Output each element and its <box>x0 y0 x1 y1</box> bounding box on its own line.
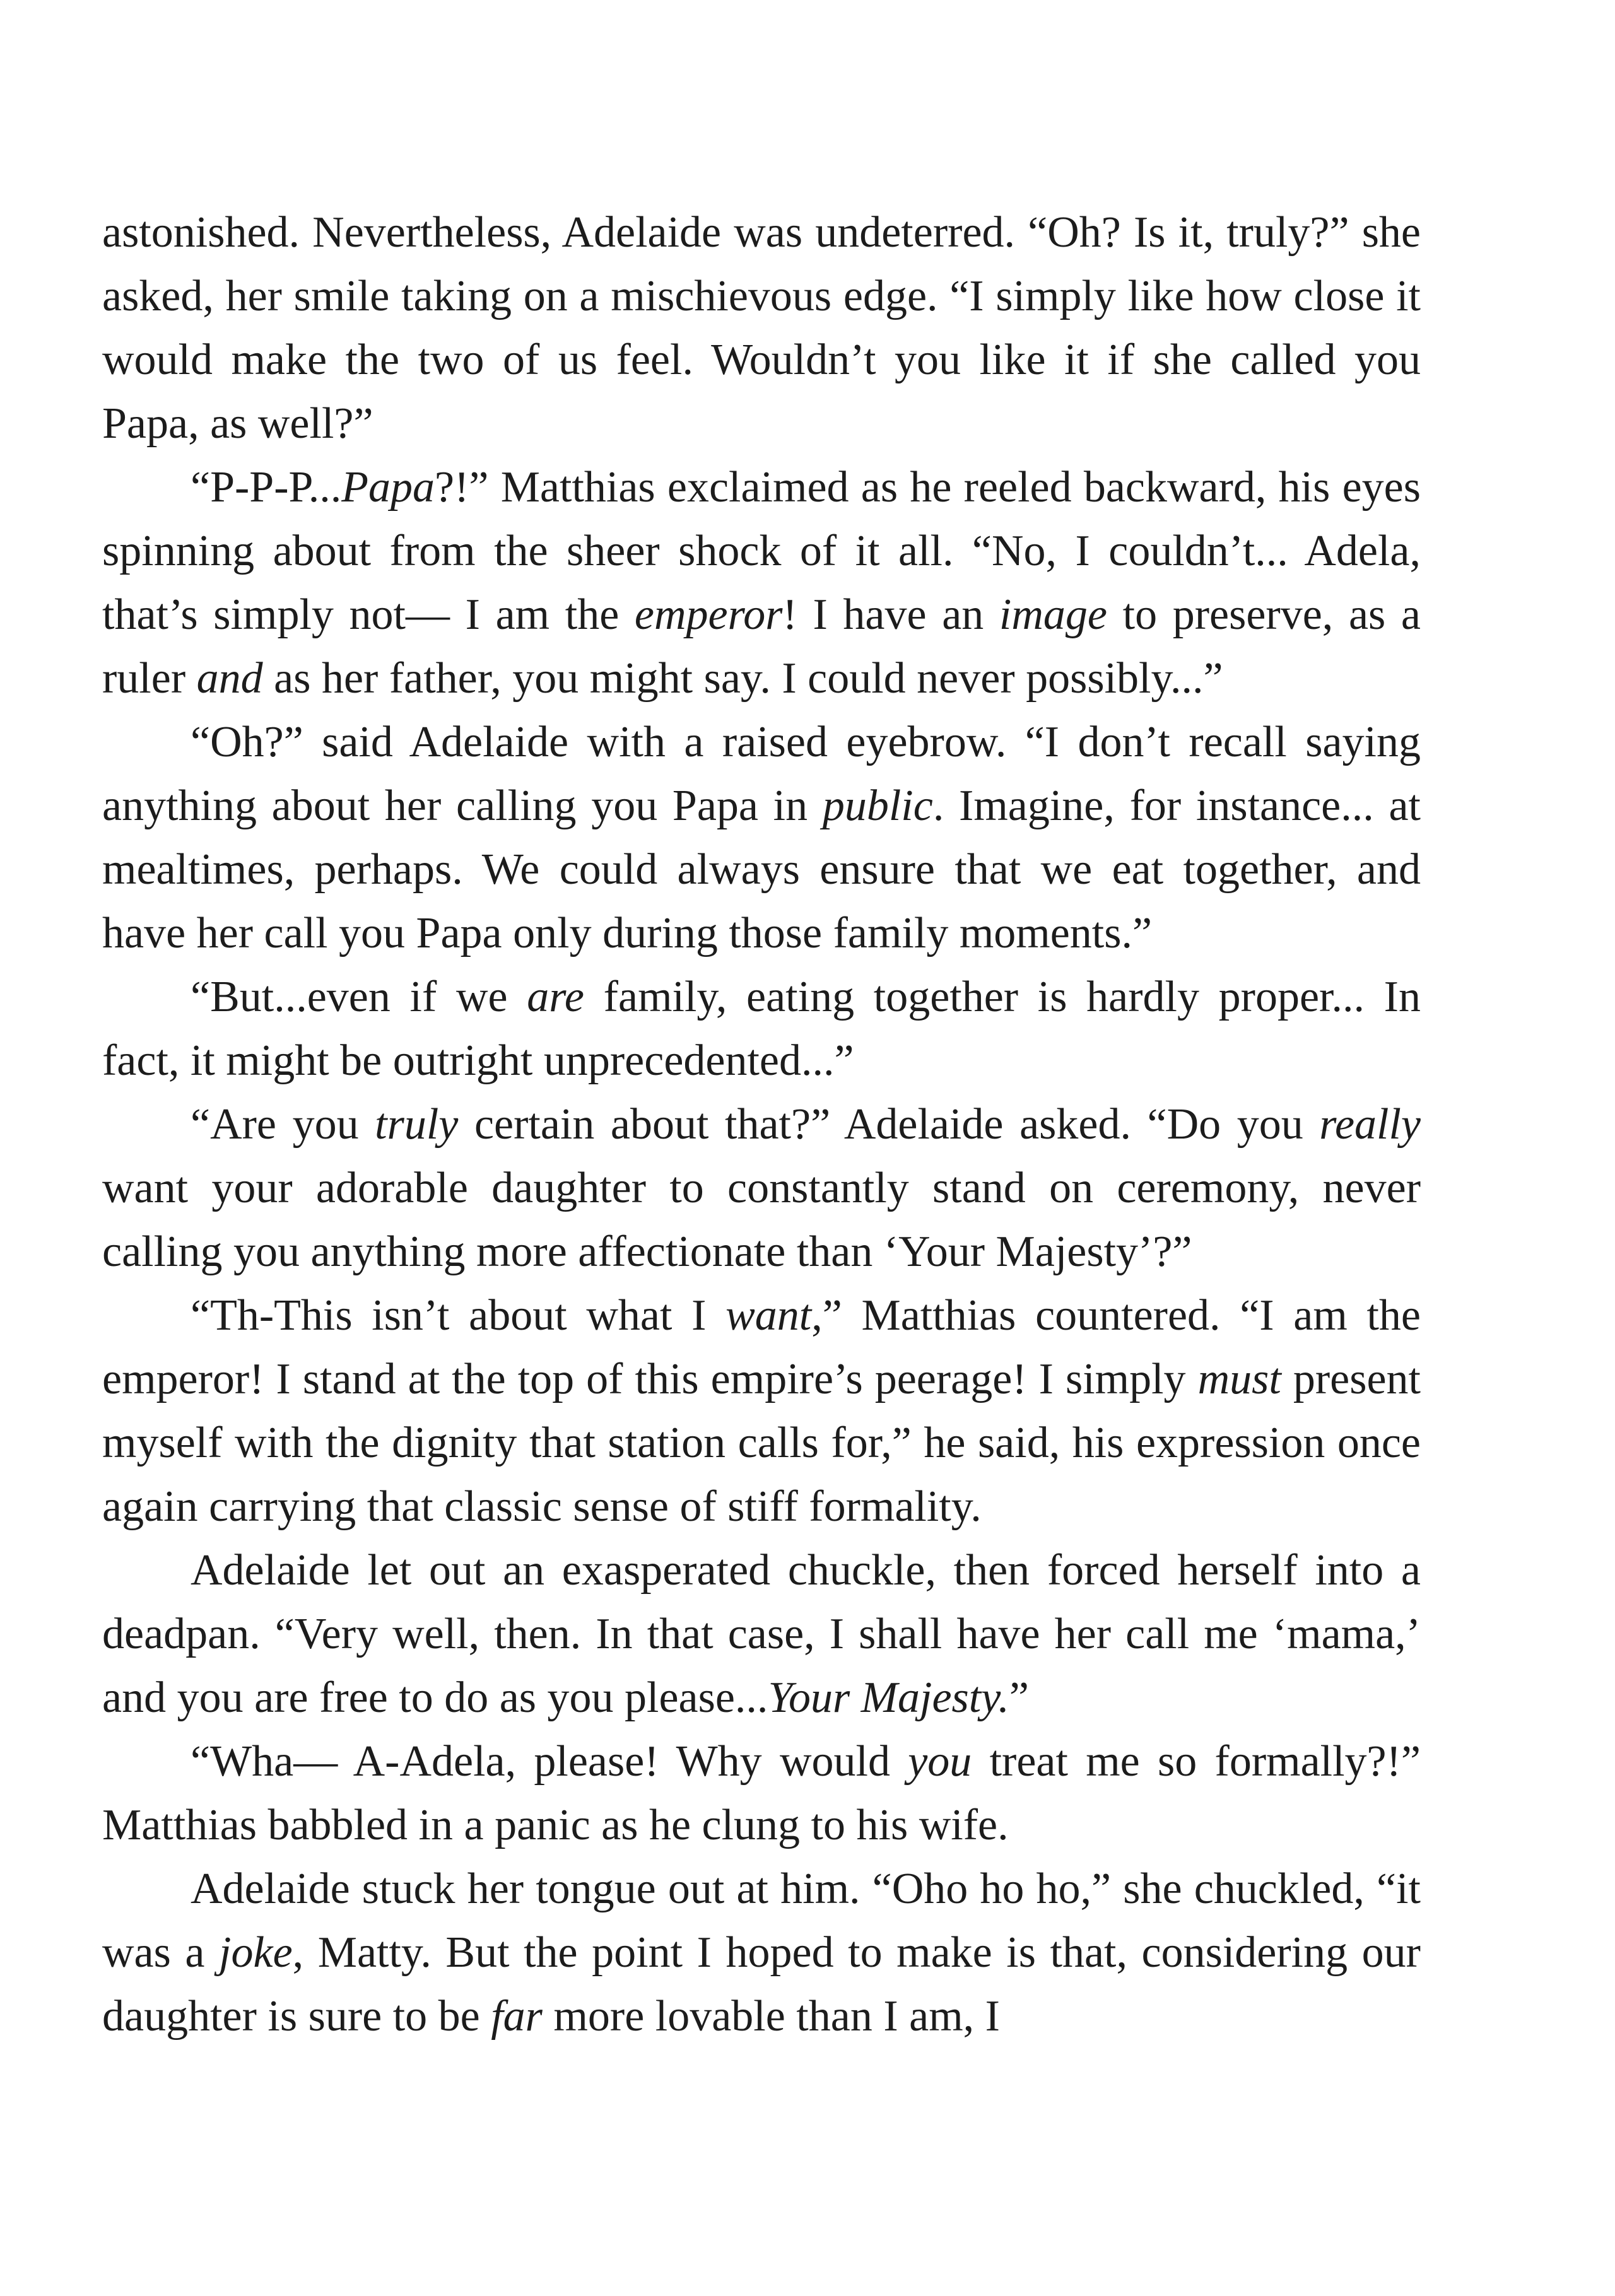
text-run: “P-P-P... <box>191 463 342 512</box>
text-run: , Matty. But the point I hoped to make is that, considering our daughter is sure to be <box>102 1928 1421 2041</box>
paragraph <box>102 1092 1421 1284</box>
text-run: present myself with the dignity that station calls for,” he said, his expression once again carrying that classic sense of stiff formality. <box>102 1355 1421 1531</box>
text-run: ” <box>1009 1673 1029 1722</box>
italic-text: want <box>725 1291 812 1340</box>
paragraph <box>102 710 1421 965</box>
text-run: family, eating together is hardly proper... In fact, it might be outright unprecedented...” <box>102 973 1421 1085</box>
text-run: certain about that?” Adelaide asked. “Do you <box>458 1100 1320 1149</box>
text-run: “But...even if we <box>191 973 527 1021</box>
text-run: . Imagine, for instance... at mealtimes, perhaps. We could always ensure that we eat together, and have her call you Papa only during those family moments.” <box>102 782 1421 958</box>
italic-text: really <box>1319 1100 1421 1149</box>
text-run: “Th-This isn’t about what I <box>191 1291 726 1340</box>
paragraph <box>102 455 1421 710</box>
italic-text: Papa <box>341 463 435 512</box>
text-run: more lovable than I am, I <box>542 1992 1000 2041</box>
text-run: want your adorable daughter to constantly stand on ceremony, never calling you anything more affectionate than ‘Your Majesty’?” <box>102 1164 1421 1276</box>
paragraph <box>102 965 1421 1092</box>
text-run: ! I have an <box>782 590 999 639</box>
text-run: “Are you <box>191 1100 375 1149</box>
text-run: ,” Matthias countered. “I am the emperor! I stand at the top of this empire’s peerage! I simply <box>102 1291 1421 1403</box>
paragraph <box>102 1730 1421 1857</box>
text-run: “Oh?” said Adelaide with a raised eyebrow. “I don’t recall saying anything about her calling you Papa in <box>102 718 1421 830</box>
text-run: treat me so formally?!” Matthias babbled in a panic as he clung to his wife. <box>102 1737 1421 1849</box>
text-run: ?!” Matthias exclaimed as he reeled backward, his eyes spinning about from the sheer shock of it all. “No, I couldn’t... Adela, that’s simply not— I am the <box>102 463 1421 639</box>
paragraph <box>102 1284 1421 1538</box>
text-run: to preserve, as a ruler <box>102 590 1421 703</box>
italic-text: and <box>196 654 263 703</box>
body-text <box>102 201 1421 2048</box>
paragraph <box>102 1538 1421 1730</box>
text-run: “Wha— A-Adela, please! Why would <box>191 1737 908 1786</box>
italic-text: joke <box>219 1928 293 1977</box>
italic-text: image <box>999 590 1107 639</box>
italic-text: truly <box>375 1100 459 1149</box>
italic-text: public <box>822 782 933 830</box>
italic-text: Your Majesty. <box>768 1673 1009 1722</box>
italic-text: far <box>491 1992 543 2041</box>
text-run: astonished. Nevertheless, Adelaide was undeterred. “Oh? Is it, truly?” she asked, her smile taking on a mischievous edge. “I simply like how close it would make the two of us feel. Wouldn’t you like it if she called you Papa, as well?” <box>102 208 1421 448</box>
italic-text: emperor <box>634 590 783 639</box>
italic-text: are <box>527 973 584 1021</box>
text-run: Adelaide let out an exasperated chuckle, then forced herself into a deadpan. “Very well, then. In that case, I shall have her call me ‘mama,’ and you are free to do as you please... <box>102 1546 1421 1722</box>
paragraph <box>102 201 1421 455</box>
italic-text: you <box>908 1737 972 1786</box>
text-run: Adelaide stuck her tongue out at him. “Oho ho ho,” she chuckled, “it was a <box>102 1865 1421 1977</box>
text-run: as her father, you might say. I could never possibly...” <box>262 654 1223 703</box>
italic-text: must <box>1197 1355 1281 1403</box>
paragraph <box>102 1857 1421 2048</box>
